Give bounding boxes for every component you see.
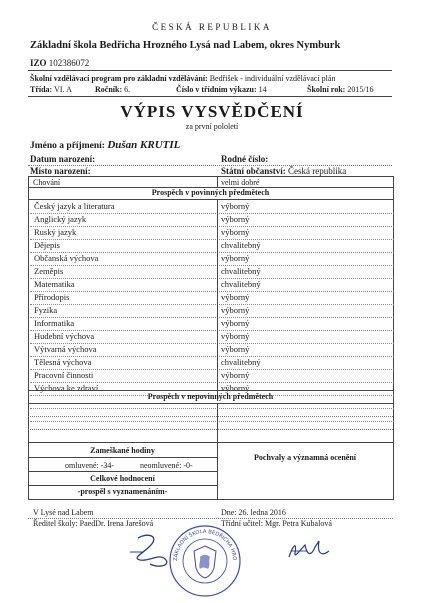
subject-grade: výborný bbox=[221, 305, 250, 315]
dob-label: Datum narození: bbox=[30, 154, 96, 164]
subject-grade: výborný bbox=[221, 201, 250, 211]
program-label: Školní vzdělávací program pro základní vzdělávání: bbox=[30, 74, 208, 83]
subject-name: Přírodopis bbox=[34, 292, 70, 302]
subject-row bbox=[30, 200, 394, 214]
subject-name: Ruský jazyk bbox=[34, 227, 77, 237]
rok-value: 2015/16 bbox=[347, 85, 374, 94]
subject-row bbox=[30, 304, 394, 318]
subject-grade: výborný bbox=[221, 253, 250, 263]
subject-row bbox=[30, 265, 394, 279]
rc-label: Rodné číslo: bbox=[221, 154, 269, 164]
cislo-field bbox=[176, 85, 267, 94]
rocnik-label: Ročník: bbox=[95, 85, 123, 94]
director: Ředitel školy: PaedDr. Irena Jarešová bbox=[33, 519, 154, 528]
praise-header: Pochvaly a významná ocenění bbox=[254, 453, 356, 462]
program-value: Bedřišek - individuální vzdělávací plán bbox=[209, 74, 336, 83]
izo-value: 102386072 bbox=[48, 58, 90, 68]
name-label: Jméno a příjmení: bbox=[30, 141, 105, 151]
rok-label: Školní rok: bbox=[307, 85, 346, 94]
subject-row bbox=[30, 239, 394, 253]
subject-grade: výborný bbox=[221, 383, 250, 393]
subject-name: Tělesná výchova bbox=[34, 357, 92, 367]
rok-field bbox=[307, 85, 374, 94]
document-subtitle: za první pololetí bbox=[185, 122, 239, 131]
pob-label: Místo narození: bbox=[30, 166, 91, 176]
absence-excused: omluvené: -34- bbox=[65, 461, 115, 470]
teacher-signature bbox=[285, 535, 335, 565]
student-name: Dušan KRUTIL bbox=[107, 139, 181, 151]
subject-grade: chvalitebný bbox=[221, 279, 261, 289]
subject-row bbox=[30, 330, 394, 344]
overall-value: -prospěl s vyznamenáním- bbox=[77, 487, 168, 496]
subject-name: Pracovní činnosti bbox=[34, 370, 94, 380]
subject-row bbox=[30, 317, 394, 331]
subject-grade: chvalitebný bbox=[221, 240, 261, 250]
subject-name: Anglický jazyk bbox=[34, 214, 87, 224]
class-line bbox=[30, 85, 72, 94]
subject-name: Fyzika bbox=[34, 305, 58, 315]
overall-header: Celkové hodnocení bbox=[90, 474, 155, 483]
optional-subjects-header: Prospěch v nepovinných předmětech bbox=[147, 392, 274, 401]
cislo-value: 14 bbox=[258, 85, 267, 94]
empty-row bbox=[30, 408, 394, 422]
conduct-grade: velmi dobré bbox=[221, 178, 260, 187]
subject-row bbox=[30, 226, 394, 240]
subject-name: Hudební výchova bbox=[34, 331, 95, 341]
subject-row bbox=[30, 213, 394, 227]
cislo-label: Číslo v třídním výkazu: bbox=[176, 85, 257, 94]
subject-row bbox=[30, 291, 394, 305]
subject-grade: chvalitebný bbox=[221, 357, 261, 367]
school-name: Základní škola Bedřicha Hrozného Lysá nad Labem, okres Nymburk bbox=[30, 40, 341, 51]
conduct-label: Chování bbox=[33, 178, 61, 187]
stamp-text: ZÁKLADNÍ ŠKOLA BEDŘICHA HRO bbox=[172, 528, 238, 562]
subject-name: Výchova ke zdraví bbox=[34, 383, 99, 393]
trida-value: VI. A bbox=[54, 85, 72, 94]
subject-row bbox=[30, 356, 394, 370]
subject-name: Český jazyk a literatura bbox=[34, 201, 115, 211]
rocnik-value: 6. bbox=[124, 85, 131, 94]
rocnik-field bbox=[95, 85, 130, 94]
subject-row bbox=[30, 252, 394, 266]
place: V Lysé nad Labem bbox=[33, 508, 94, 517]
citizenship-label: Státní občanství: bbox=[221, 166, 286, 176]
subject-grade: výborný bbox=[221, 318, 250, 328]
subject-row bbox=[30, 369, 394, 383]
trida-label: Třída: bbox=[30, 85, 53, 94]
subject-grade: výborný bbox=[221, 227, 250, 237]
date: Dne: 26. ledna 2016 bbox=[221, 508, 286, 517]
subject-name: Zeměpis bbox=[34, 266, 64, 276]
citizenship-line bbox=[221, 166, 346, 176]
absence-header: Zameškané hodiny bbox=[90, 446, 155, 455]
subject-grade: výborný bbox=[221, 331, 250, 341]
student-name-line bbox=[30, 139, 180, 151]
subject-row bbox=[30, 278, 394, 292]
subject-name: Občanská výchova bbox=[34, 253, 99, 263]
country-heading: ČESKÁ REPUBLIKA bbox=[152, 22, 272, 32]
citizenship-value: Česká republika bbox=[288, 166, 347, 176]
school-stamp bbox=[168, 524, 242, 598]
subject-row bbox=[30, 343, 394, 357]
subject-grade: výborný bbox=[221, 214, 250, 224]
izo-label: IZO bbox=[30, 58, 47, 68]
mandatory-subjects-header: Prospěch v povinných předmětech bbox=[151, 188, 270, 197]
subject-name: Výtvarná výchova bbox=[34, 344, 97, 354]
izo-line bbox=[30, 58, 89, 68]
subject-name: Informatika bbox=[34, 318, 75, 328]
subject-name: Matematika bbox=[34, 279, 75, 289]
subject-grade: výborný bbox=[221, 344, 250, 354]
subject-grade: chvalitebný bbox=[221, 266, 261, 276]
absence-unexcused: neomluvené: -0- bbox=[140, 461, 193, 470]
document-title: VÝPIS VYSVĚDČENÍ bbox=[120, 102, 304, 121]
subject-name: Dějepis bbox=[34, 240, 60, 250]
subject-grade: výborný bbox=[221, 292, 250, 302]
teacher: Třídní učitel: Mgr. Petra Kubalová bbox=[221, 519, 332, 528]
subject-grade: výborný bbox=[221, 370, 250, 380]
program-line bbox=[30, 74, 335, 83]
